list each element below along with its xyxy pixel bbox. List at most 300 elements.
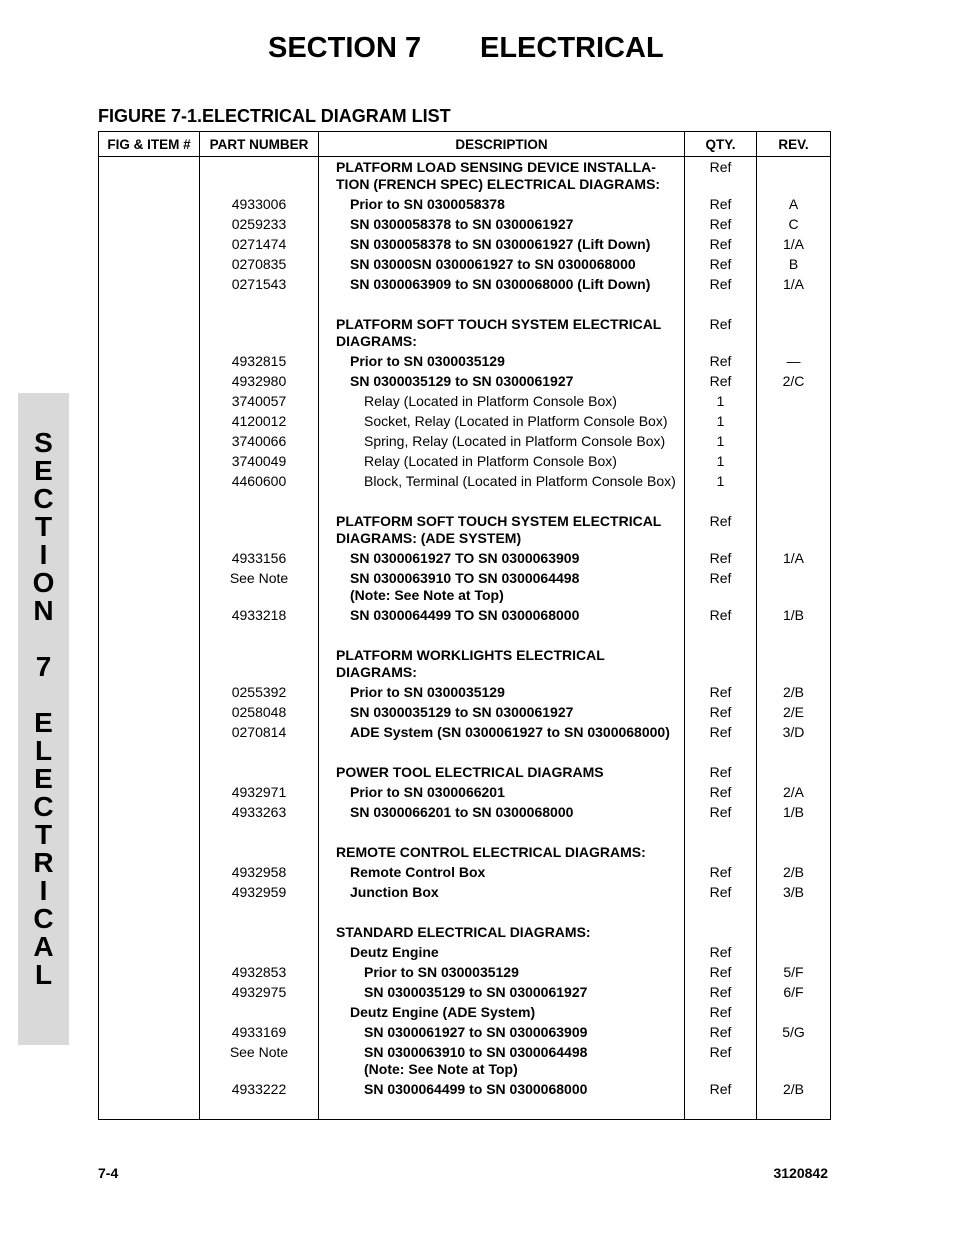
rev-cell [757, 157, 831, 195]
description-cell [319, 1042, 685, 1079]
description-cell [319, 782, 685, 802]
table-row [99, 1002, 831, 1022]
rev-cell: 2/A [757, 782, 831, 802]
fig-item-cell [99, 568, 200, 605]
rev-cell [757, 1002, 831, 1022]
spacer-cell [685, 902, 757, 922]
table-row [99, 234, 831, 254]
description-cell [319, 722, 685, 742]
qty-cell: Ref [685, 962, 757, 982]
rev-cell: 1/A [757, 274, 831, 294]
description-cell [319, 682, 685, 702]
spacer-cell [200, 822, 319, 842]
description-text-continued: DIAGRAMS: (ADE SYSTEM) [336, 530, 522, 546]
description-text: Deutz Engine [350, 944, 439, 960]
table-row [99, 431, 831, 451]
part-number-cell [200, 842, 319, 862]
description-text: SN 0300063909 to SN 0300068000 (Lift Down) [350, 276, 651, 292]
description-cell [319, 371, 685, 391]
description-text-continued: (Note: See Note at Top) [350, 587, 504, 603]
rev-cell [757, 645, 831, 682]
fig-item-cell [99, 194, 200, 214]
part-number-cell [200, 942, 319, 962]
side-tab-letter [18, 625, 69, 653]
part-number-cell: 0271543 [200, 274, 319, 294]
table-row [99, 982, 831, 1002]
description-cell [319, 982, 685, 1002]
description-cell [319, 351, 685, 371]
description-text: Socket, Relay (Located in Platform Console Box) [364, 413, 668, 429]
description-text: Prior to SN 0300035129 [350, 353, 505, 369]
qty-cell: Ref [685, 254, 757, 274]
description-text: SN 0300063910 to SN 0300064498 [364, 1044, 588, 1060]
side-tab-letter: N [33, 595, 54, 626]
part-number-cell: 0258048 [200, 702, 319, 722]
description-text: ADE System (SN 0300061927 to SN 0300068000) [350, 724, 670, 740]
part-number-cell: 0270814 [200, 722, 319, 742]
spacer-cell [757, 742, 831, 762]
part-number-cell: 4932971 [200, 782, 319, 802]
rev-cell [757, 391, 831, 411]
rev-cell: 2/C [757, 371, 831, 391]
table-row [99, 1079, 831, 1099]
fig-item-cell [99, 511, 200, 548]
table-row [99, 922, 831, 942]
table-row [99, 511, 831, 548]
description-cell [319, 568, 685, 605]
description-text: Prior to SN 0300066201 [350, 784, 505, 800]
part-number-cell: 0255392 [200, 682, 319, 702]
spacer-cell [99, 491, 200, 511]
rev-cell: 1/B [757, 802, 831, 822]
side-tab-letter: 7 [35, 651, 52, 682]
table-row [99, 314, 831, 351]
part-number-cell: See Note [200, 568, 319, 605]
section-name: ELECTRICAL [480, 32, 664, 64]
spacer-cell [99, 902, 200, 922]
side-tab-letter: E [34, 707, 53, 738]
qty-cell: Ref [685, 782, 757, 802]
description-text: Relay (Located in Platform Console Box) [364, 453, 617, 469]
qty-cell: Ref [685, 511, 757, 548]
spacer-cell [319, 294, 685, 314]
description-cell [319, 411, 685, 431]
part-number-cell: 4933263 [200, 802, 319, 822]
description-text: PLATFORM LOAD SENSING DEVICE INSTALLA- [336, 159, 656, 175]
table-row [99, 274, 831, 294]
qty-cell: Ref [685, 982, 757, 1002]
table-row [99, 371, 831, 391]
part-number-cell: 4120012 [200, 411, 319, 431]
description-text: SN 0300066201 to SN 0300068000 [350, 804, 574, 820]
part-number-cell: 4933222 [200, 1079, 319, 1099]
description-text: Prior to SN 0300035129 [350, 684, 505, 700]
description-cell [319, 862, 685, 882]
figure-title: FIGURE 7-1.ELECTRICAL DIAGRAM LIST [98, 106, 451, 126]
table-row [99, 254, 831, 274]
col-header-qty: QTY. [685, 132, 757, 157]
rev-cell [757, 511, 831, 548]
rev-cell [757, 431, 831, 451]
description-cell [319, 471, 685, 491]
description-text: Relay (Located in Platform Console Box) [364, 393, 617, 409]
qty-cell: Ref [685, 942, 757, 962]
fig-item-cell [99, 862, 200, 882]
spacer-cell [685, 491, 757, 511]
part-number-cell: 0259233 [200, 214, 319, 234]
part-number-cell: 0271474 [200, 234, 319, 254]
fig-item-cell [99, 451, 200, 471]
qty-cell [685, 922, 757, 942]
description-cell [319, 1079, 685, 1099]
description-cell [319, 962, 685, 982]
description-text-continued: DIAGRAMS: [336, 333, 417, 349]
fig-item-cell [99, 411, 200, 431]
description-cell [319, 605, 685, 625]
description-text: SN 0300035129 to SN 0300061927 [350, 704, 574, 720]
table-spacer-row [99, 742, 831, 762]
fig-item-cell [99, 157, 200, 195]
table-row [99, 802, 831, 822]
qty-cell [685, 645, 757, 682]
part-number-cell: 4933169 [200, 1022, 319, 1042]
qty-cell: 1 [685, 391, 757, 411]
description-cell [319, 157, 685, 195]
fig-item-cell [99, 962, 200, 982]
qty-cell: Ref [685, 722, 757, 742]
qty-cell: Ref [685, 1002, 757, 1022]
description-text-continued: TION (FRENCH SPEC) ELECTRICAL DIAGRAMS: [336, 176, 661, 192]
description-cell [319, 942, 685, 962]
fig-item-cell [99, 682, 200, 702]
table-spacer-row [99, 491, 831, 511]
spacer-cell [99, 294, 200, 314]
part-number-cell: 3740066 [200, 431, 319, 451]
description-text-continued: (Note: See Note at Top) [364, 1061, 518, 1077]
part-number-cell [200, 1002, 319, 1022]
table-row [99, 842, 831, 862]
spacer-cell [757, 902, 831, 922]
description-cell [319, 214, 685, 234]
fig-item-cell [99, 1002, 200, 1022]
qty-cell: Ref [685, 682, 757, 702]
table-spacer-row [99, 625, 831, 645]
qty-cell: 1 [685, 451, 757, 471]
col-header-fig: FIG & ITEM # [99, 132, 200, 157]
description-text: SN 0300064499 to SN 0300068000 [364, 1081, 588, 1097]
fig-item-cell [99, 314, 200, 351]
side-tab-letter: A [33, 931, 54, 962]
table-row [99, 568, 831, 605]
rev-cell [757, 922, 831, 942]
qty-cell: 1 [685, 431, 757, 451]
description-cell [319, 1022, 685, 1042]
qty-cell: Ref [685, 157, 757, 195]
fig-item-cell [99, 431, 200, 451]
spacer-cell [200, 491, 319, 511]
side-tab-letters [18, 429, 69, 989]
spacer-cell [685, 822, 757, 842]
description-cell [319, 194, 685, 214]
description-cell [319, 274, 685, 294]
part-number-cell: 4933218 [200, 605, 319, 625]
side-tab-letter: L [34, 959, 53, 990]
description-text: SN 0300035129 to SN 0300061927 [350, 373, 574, 389]
part-number-cell: 4933156 [200, 548, 319, 568]
section-number: SECTION 7 [268, 32, 422, 64]
fig-item-cell [99, 982, 200, 1002]
rev-cell: — [757, 351, 831, 371]
fig-item-cell [99, 254, 200, 274]
fig-item-cell [99, 351, 200, 371]
side-tab-letter: R [33, 847, 54, 878]
table-row [99, 722, 831, 742]
qty-cell: Ref [685, 568, 757, 605]
rev-cell: 2/E [757, 702, 831, 722]
spacer-cell [319, 742, 685, 762]
description-text: SN 0300061927 TO SN 0300063909 [350, 550, 580, 566]
spacer-cell [200, 294, 319, 314]
description-text: SN 0300058378 to SN 0300061927 [350, 216, 574, 232]
fig-item-cell [99, 605, 200, 625]
table-row [99, 682, 831, 702]
spacer-cell [319, 491, 685, 511]
description-text: SN 0300064499 TO SN 0300068000 [350, 607, 580, 623]
description-cell [319, 548, 685, 568]
parts-table [98, 131, 831, 1120]
description-text: REMOTE CONTROL ELECTRICAL DIAGRAMS: [336, 844, 646, 860]
spacer-cell [99, 625, 200, 645]
rev-cell [757, 451, 831, 471]
rev-cell [757, 411, 831, 431]
qty-cell: Ref [685, 234, 757, 254]
fig-item-cell [99, 922, 200, 942]
fig-item-cell [99, 391, 200, 411]
fig-item-cell [99, 274, 200, 294]
qty-cell: 1 [685, 411, 757, 431]
qty-cell: Ref [685, 194, 757, 214]
description-cell [319, 702, 685, 722]
description-text: SN 0300063910 TO SN 0300064498 [350, 570, 580, 586]
table-row [99, 391, 831, 411]
table-row [99, 782, 831, 802]
fig-item-cell [99, 702, 200, 722]
table-spacer-row [99, 902, 831, 922]
spacer-cell [757, 625, 831, 645]
side-tab-letter: E [34, 455, 53, 486]
col-header-rev: REV. [757, 132, 831, 157]
spacer-cell [319, 1099, 685, 1120]
fig-item-cell [99, 782, 200, 802]
rev-cell [757, 471, 831, 491]
side-tab-letter: C [33, 483, 54, 514]
fig-item-cell [99, 371, 200, 391]
part-number-cell: 4932975 [200, 982, 319, 1002]
part-number-cell [200, 511, 319, 548]
rev-cell: B [757, 254, 831, 274]
table-row [99, 1022, 831, 1042]
part-number-cell: 4932815 [200, 351, 319, 371]
description-cell [319, 451, 685, 471]
qty-cell: Ref [685, 605, 757, 625]
page-number: 7-4 [98, 1165, 119, 1181]
fig-item-cell [99, 1042, 200, 1079]
rev-cell [757, 942, 831, 962]
description-text: SN 0300058378 to SN 0300061927 (Lift Down) [350, 236, 651, 252]
part-number-cell [200, 762, 319, 782]
description-text: Block, Terminal (Located in Platform Console Box) [364, 473, 676, 489]
table-row [99, 702, 831, 722]
side-tab-letter: T [34, 511, 53, 542]
part-number-cell: 3740057 [200, 391, 319, 411]
table-row [99, 762, 831, 782]
table-header-row [99, 132, 831, 157]
description-text-continued: DIAGRAMS: [336, 664, 417, 680]
rev-cell [757, 568, 831, 605]
rev-cell: A [757, 194, 831, 214]
fig-item-cell [99, 234, 200, 254]
description-cell [319, 391, 685, 411]
part-number-cell: 4933006 [200, 194, 319, 214]
qty-cell: Ref [685, 802, 757, 822]
spacer-cell [200, 625, 319, 645]
part-number-cell: See Note [200, 1042, 319, 1079]
description-cell [319, 431, 685, 451]
fig-item-cell [99, 645, 200, 682]
side-tab-letter: C [33, 903, 54, 934]
side-tab-letter: L [34, 735, 53, 766]
spacer-cell [319, 902, 685, 922]
spacer-cell [99, 1099, 200, 1120]
description-text: PLATFORM SOFT TOUCH SYSTEM ELECTRICAL [336, 316, 662, 332]
qty-cell: Ref [685, 214, 757, 234]
rev-cell: 2/B [757, 1079, 831, 1099]
description-text: Prior to SN 0300058378 [350, 196, 505, 212]
description-text: Prior to SN 0300035129 [364, 964, 519, 980]
spacer-cell [685, 742, 757, 762]
part-number-cell [200, 922, 319, 942]
rev-cell [757, 762, 831, 782]
table-row [99, 942, 831, 962]
description-cell [319, 762, 685, 782]
spacer-cell [757, 491, 831, 511]
spacer-cell [99, 742, 200, 762]
qty-cell: Ref [685, 274, 757, 294]
rev-cell [757, 314, 831, 351]
description-cell [319, 645, 685, 682]
description-text: Deutz Engine (ADE System) [350, 1004, 536, 1020]
part-number-cell: 4932853 [200, 962, 319, 982]
spacer-cell [685, 294, 757, 314]
side-tab-letter: I [39, 875, 48, 906]
part-number-cell [200, 645, 319, 682]
part-number-cell: 4932980 [200, 371, 319, 391]
spacer-cell [757, 822, 831, 842]
side-tab-letter: T [34, 819, 53, 850]
rev-cell [757, 1042, 831, 1079]
fig-item-cell [99, 802, 200, 822]
part-number-cell: 0270835 [200, 254, 319, 274]
qty-cell: Ref [685, 351, 757, 371]
description-text: Spring, Relay (Located in Platform Console Box) [364, 433, 666, 449]
fig-item-cell [99, 842, 200, 862]
rev-cell: C [757, 214, 831, 234]
spacer-cell [200, 1099, 319, 1120]
side-tab-letter: I [39, 539, 48, 570]
qty-cell: Ref [685, 702, 757, 722]
description-cell [319, 314, 685, 351]
rev-cell: 3/B [757, 882, 831, 902]
qty-cell: Ref [685, 762, 757, 782]
table-row [99, 1042, 831, 1079]
spacer-cell [757, 1099, 831, 1120]
spacer-cell [200, 902, 319, 922]
spacer-cell [319, 625, 685, 645]
qty-cell: Ref [685, 1042, 757, 1079]
qty-cell [685, 842, 757, 862]
rev-cell: 1/A [757, 548, 831, 568]
table-body [99, 157, 831, 1120]
description-cell [319, 922, 685, 942]
section-side-tab [18, 393, 69, 1045]
spacer-cell [685, 1099, 757, 1120]
part-number-cell: 3740049 [200, 451, 319, 471]
qty-cell: Ref [685, 548, 757, 568]
table-spacer-row [99, 294, 831, 314]
table-bottom-row [99, 1099, 831, 1120]
fig-item-cell [99, 1022, 200, 1042]
description-cell [319, 511, 685, 548]
fig-item-cell [99, 722, 200, 742]
description-text: STANDARD ELECTRICAL DIAGRAMS: [336, 924, 591, 940]
side-tab-letter: S [34, 427, 53, 458]
rev-cell: 2/B [757, 862, 831, 882]
part-number-cell [200, 157, 319, 195]
table-row [99, 645, 831, 682]
description-text: SN 03000SN 0300061927 to SN 0300068000 [350, 256, 636, 272]
qty-cell: Ref [685, 862, 757, 882]
description-text: Junction Box [350, 884, 439, 900]
description-text: Remote Control Box [350, 864, 486, 880]
description-cell [319, 802, 685, 822]
table-row [99, 471, 831, 491]
qty-cell: Ref [685, 314, 757, 351]
table-row [99, 605, 831, 625]
fig-item-cell [99, 548, 200, 568]
rev-cell: 1/A [757, 234, 831, 254]
table-row [99, 214, 831, 234]
table-row [99, 411, 831, 431]
description-cell [319, 1002, 685, 1022]
table-row [99, 351, 831, 371]
part-number-cell: 4460600 [200, 471, 319, 491]
description-cell [319, 254, 685, 274]
spacer-cell [99, 822, 200, 842]
description-text: SN 0300061927 to SN 0300063909 [364, 1024, 588, 1040]
rev-cell: 6/F [757, 982, 831, 1002]
table-row [99, 157, 831, 195]
spacer-cell [319, 822, 685, 842]
table-row [99, 194, 831, 214]
fig-item-cell [99, 471, 200, 491]
qty-cell: 1 [685, 471, 757, 491]
spacer-cell [200, 742, 319, 762]
side-tab-letter: O [32, 567, 55, 598]
rev-cell [757, 842, 831, 862]
part-number-cell: 4932959 [200, 882, 319, 902]
qty-cell: Ref [685, 371, 757, 391]
table-row [99, 862, 831, 882]
